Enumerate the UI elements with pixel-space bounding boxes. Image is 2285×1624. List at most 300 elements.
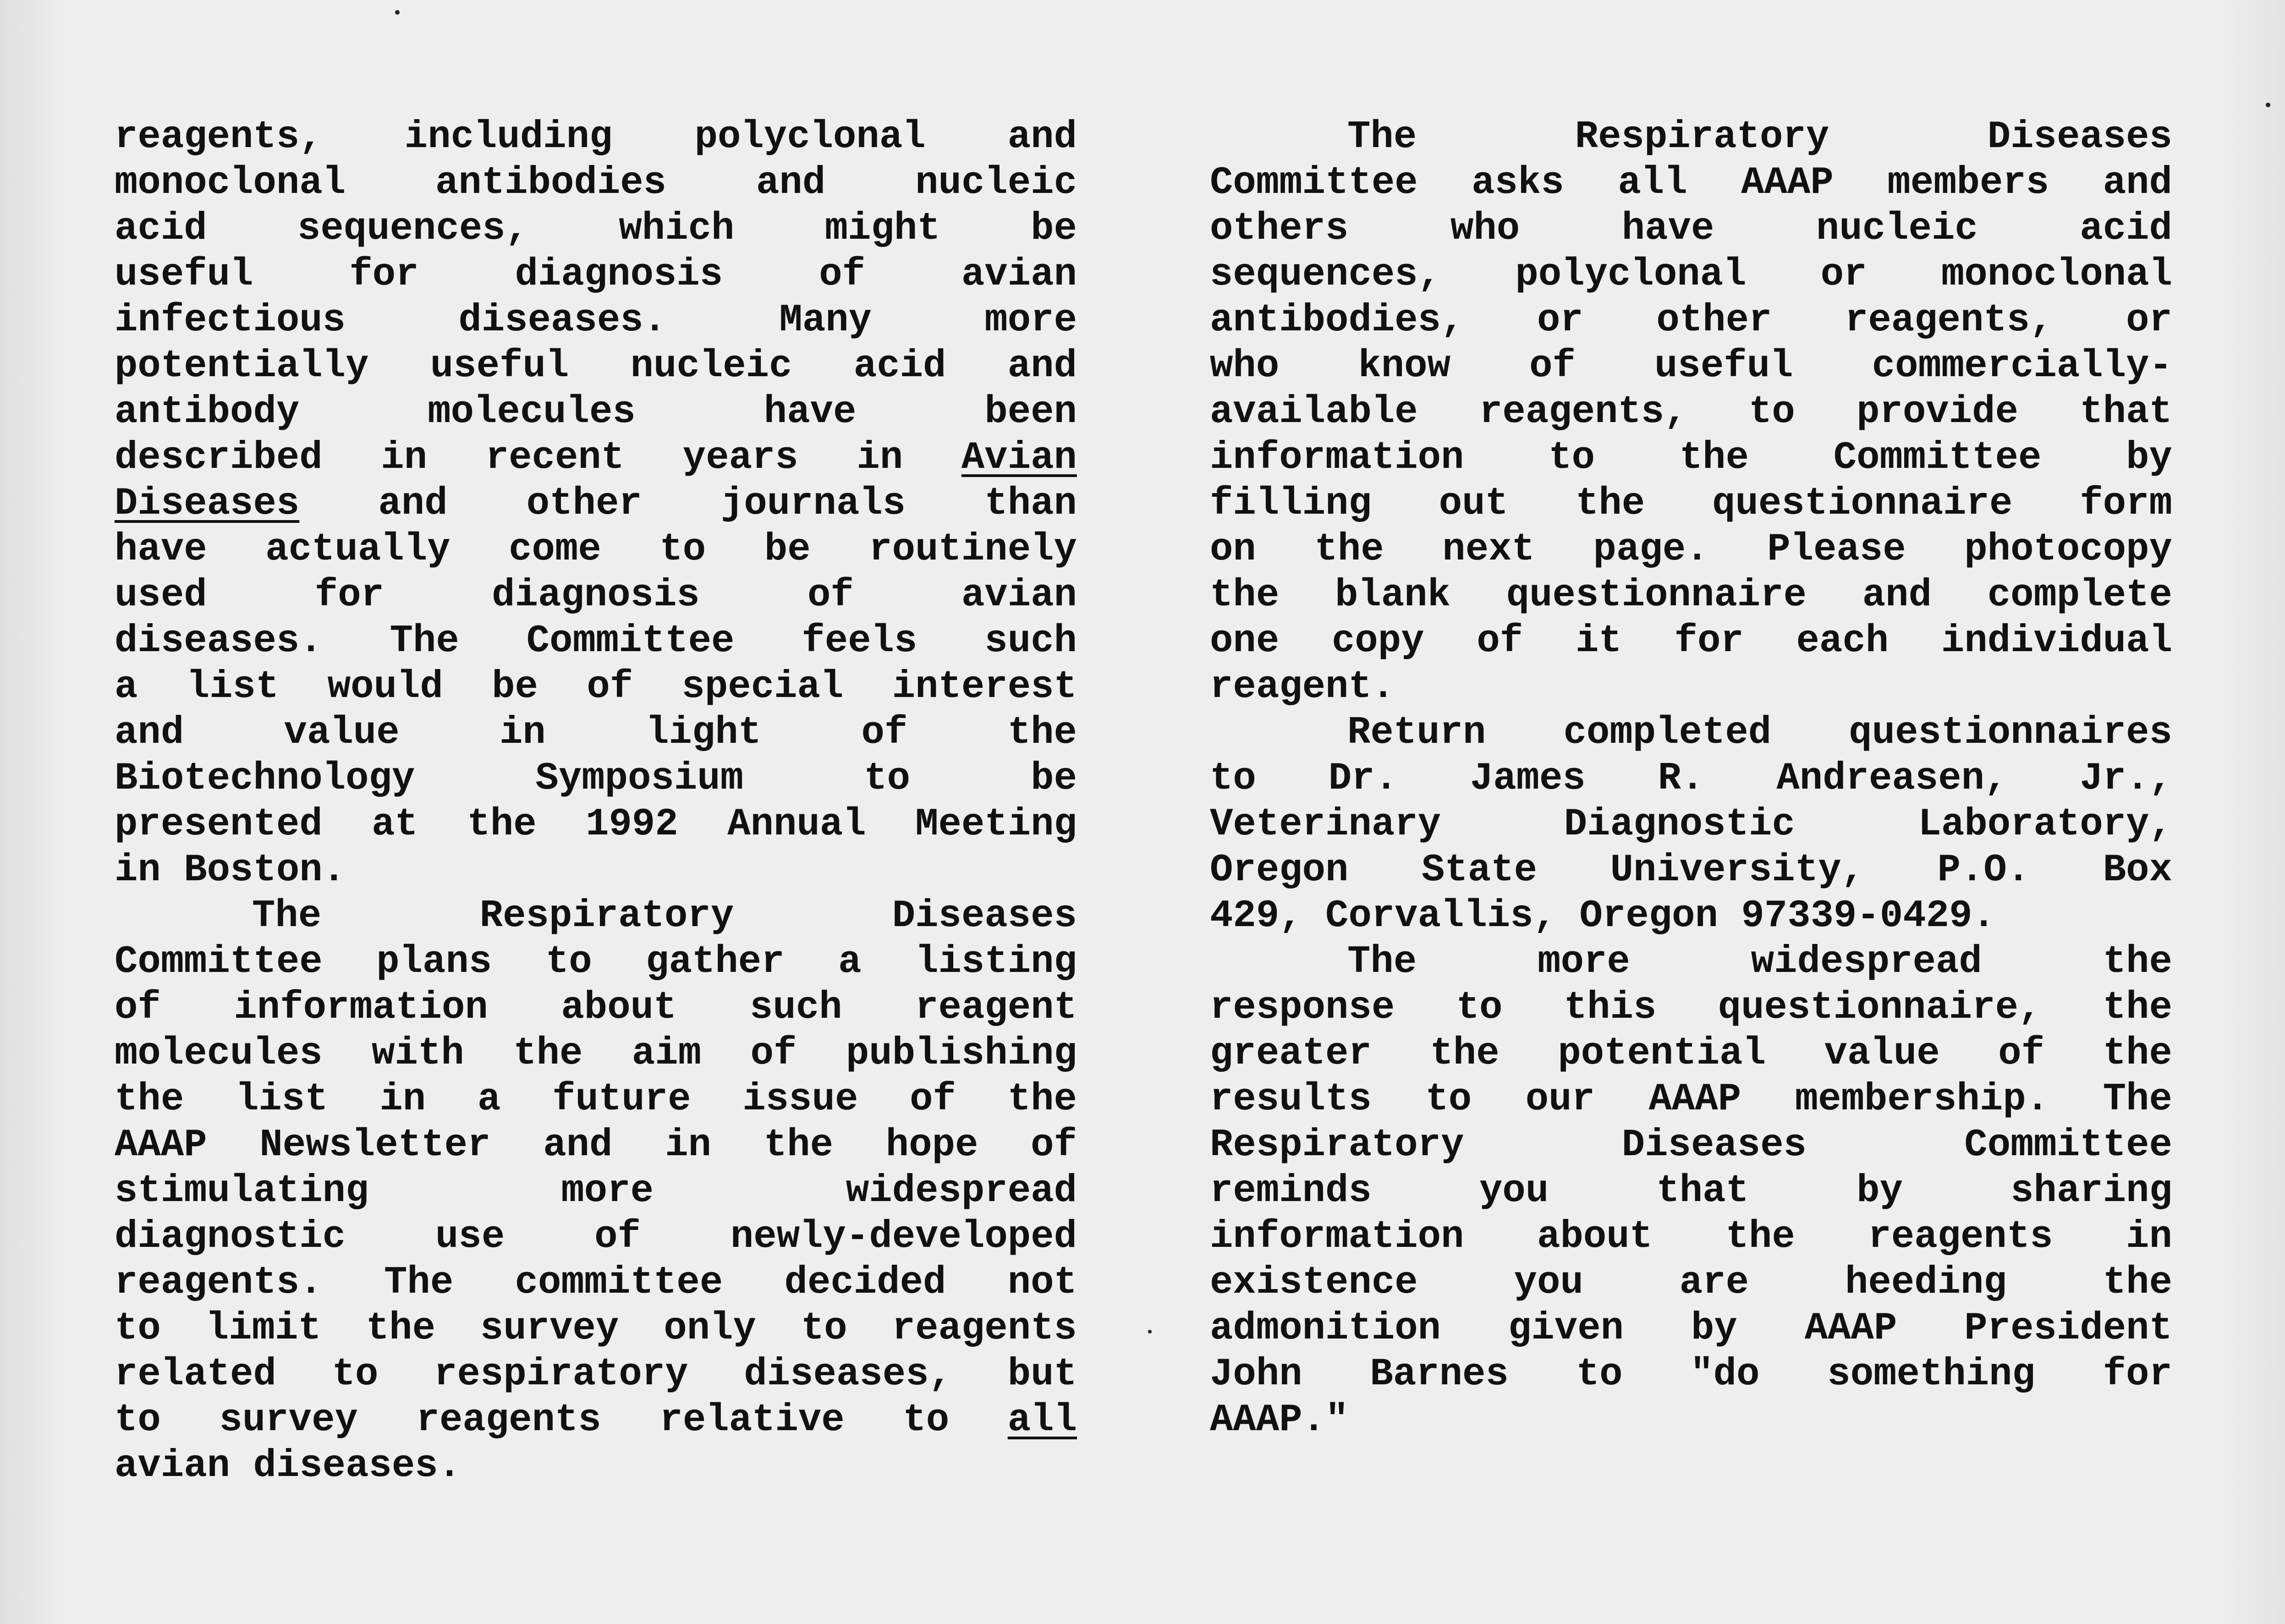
word: that: [1656, 1169, 1749, 1213]
line-text: AAAP.": [1210, 1399, 1349, 1442]
word: membership.: [1795, 1078, 2049, 1121]
text-line: [115, 298, 1077, 344]
word: and: [1007, 115, 1077, 159]
word: the: [366, 1307, 435, 1350]
word: the: [1314, 528, 1384, 571]
word: which: [619, 207, 735, 251]
word: more: [984, 299, 1077, 342]
word: The: [252, 894, 322, 938]
word: our: [1525, 1078, 1595, 1121]
word: for: [1674, 620, 1744, 663]
word: the: [1430, 1032, 1500, 1075]
scan-speck: [1148, 1330, 1152, 1333]
text-line: [115, 894, 1077, 939]
word: to: [1576, 1353, 1623, 1396]
text-line: [1210, 573, 2172, 619]
word: it: [1575, 620, 1622, 663]
text-line: [115, 481, 1077, 527]
word: The: [384, 1261, 454, 1305]
word: described: [115, 436, 323, 480]
text-line: [115, 1443, 1077, 1489]
word: a: [477, 1078, 501, 1121]
word: The: [1347, 115, 1417, 159]
word: limit: [205, 1307, 321, 1350]
word: the: [2103, 986, 2172, 1030]
line-text: 429, Corvallis, Oregon 97339-0429.: [1210, 894, 1995, 938]
text-line: [1210, 344, 2172, 390]
word: widespread: [1751, 940, 1982, 984]
word: stimulating: [115, 1169, 369, 1213]
word: University,: [1610, 849, 1865, 892]
word: "do: [1690, 1353, 1760, 1396]
word: in: [665, 1124, 712, 1167]
word: about: [561, 986, 677, 1030]
word: AAAP: [115, 1124, 207, 1167]
word: list: [186, 665, 279, 709]
word: have: [763, 390, 857, 434]
text-line: [115, 1031, 1077, 1077]
word: Avian: [961, 436, 1077, 480]
word: the: [1725, 1215, 1795, 1259]
word: sequences,: [1210, 253, 1441, 296]
word: a: [838, 940, 862, 984]
word: years: [682, 436, 798, 480]
word: be: [1031, 757, 1077, 801]
text-line: [115, 1398, 1077, 1443]
word: copy: [1331, 620, 1424, 663]
word: The: [1347, 940, 1417, 984]
text-line: [1210, 435, 2172, 481]
word: the: [2103, 940, 2172, 984]
word: Diseases: [115, 482, 300, 526]
text-line: [115, 115, 1077, 160]
text-line: [115, 527, 1077, 573]
word: useful: [1654, 345, 1793, 388]
word: presented: [115, 803, 323, 846]
word: Symposium: [535, 757, 744, 801]
word: next: [1442, 528, 1535, 571]
word: or: [1820, 253, 1867, 296]
word: Diagnostic: [1564, 803, 1795, 846]
word: value: [284, 711, 400, 755]
word: to: [115, 1307, 161, 1350]
word: sequences,: [297, 207, 529, 251]
text-line: [1210, 527, 2172, 573]
word: survey: [219, 1399, 358, 1442]
word: a: [115, 665, 138, 709]
word: monoclonal: [115, 161, 346, 205]
word: blank: [1335, 574, 1450, 617]
text-line: [115, 206, 1077, 252]
word: such: [749, 986, 842, 1030]
word: avian: [961, 574, 1077, 617]
word: AAAP: [1741, 161, 1834, 205]
word: avian: [961, 253, 1077, 296]
word: widespread: [846, 1169, 1077, 1213]
text-line: [1210, 710, 2172, 756]
word: you: [1514, 1261, 1583, 1305]
right-text-column: [1210, 115, 2172, 1443]
word: hope: [885, 1124, 978, 1167]
word: related: [115, 1353, 276, 1396]
word: existence: [1210, 1261, 1418, 1305]
word: Committee: [526, 620, 735, 663]
word: Box: [2103, 849, 2172, 892]
word: questionnaires: [1849, 711, 2172, 755]
word: by: [1857, 1169, 1903, 1213]
text-line: [115, 756, 1077, 802]
line-text: in Boston.: [115, 849, 346, 892]
word: to: [903, 1399, 950, 1442]
text-line: [1210, 160, 2172, 206]
word: and: [543, 1124, 613, 1167]
word: Diseases: [1987, 115, 2172, 159]
word: diseases.: [458, 299, 667, 342]
word: more: [1538, 940, 1630, 984]
word: of: [861, 711, 908, 755]
text-line: [115, 1077, 1077, 1123]
text-line: [1210, 115, 2172, 160]
word: be: [764, 528, 811, 571]
word: Diseases: [892, 894, 1077, 938]
word: the: [1007, 1078, 1077, 1121]
text-line: [1210, 481, 2172, 527]
text-line: [1210, 1031, 2172, 1077]
word: be: [1031, 207, 1077, 251]
word: you: [1479, 1169, 1549, 1213]
word: this: [1564, 986, 1657, 1030]
word: reagents,: [1845, 299, 2053, 342]
word: Return: [1347, 711, 1486, 755]
word: to: [1749, 390, 1795, 434]
word: recent: [485, 436, 625, 480]
word: of: [819, 253, 866, 296]
word: survey: [480, 1307, 619, 1350]
word: and: [756, 161, 826, 205]
text-line: [1210, 1352, 2172, 1398]
word: reagents,: [1479, 390, 1687, 434]
word: questionnaire,: [1718, 986, 2042, 1030]
word: of: [587, 665, 633, 709]
word: to: [1210, 757, 1256, 801]
text-line: [1210, 894, 2172, 939]
word: by: [2126, 436, 2172, 480]
word: John: [1210, 1353, 1302, 1396]
word: Barnes: [1370, 1353, 1509, 1396]
word: complete: [1987, 574, 2172, 617]
word: of: [1998, 1032, 2045, 1075]
word: R.: [1658, 757, 1704, 801]
word: to: [332, 1353, 379, 1396]
text-line: [115, 1169, 1077, 1214]
text-line: [1210, 252, 2172, 298]
word: listing: [915, 940, 1077, 984]
word: committee: [515, 1261, 723, 1305]
text-line: [1210, 802, 2172, 848]
left-text-column: [115, 115, 1077, 1489]
word: not: [1007, 1261, 1077, 1305]
word: have: [1621, 207, 1714, 251]
word: to: [1456, 986, 1503, 1030]
word: Annual: [727, 803, 866, 846]
word: greater: [1210, 1032, 1372, 1075]
text-line: [1210, 939, 2172, 985]
word: with: [372, 1032, 464, 1075]
word: reagents,: [115, 115, 323, 159]
word: in: [379, 1078, 426, 1121]
word: polyclonal: [694, 115, 926, 159]
word: of: [115, 986, 161, 1030]
word: in: [499, 711, 546, 755]
word: in: [857, 436, 903, 480]
word: commercially-: [1872, 345, 2172, 388]
word: are: [1679, 1261, 1749, 1305]
word: know: [1358, 345, 1450, 388]
word: the: [1007, 711, 1077, 755]
word: the: [467, 803, 537, 846]
word: questionnaire: [1506, 574, 1807, 617]
text-line: [115, 939, 1077, 985]
word: reagents: [1868, 1215, 2053, 1259]
word: might: [824, 207, 940, 251]
scan-speck: [395, 10, 400, 15]
line-text: reagent.: [1210, 665, 1395, 709]
word: provide: [1857, 390, 2018, 434]
word: respiratory: [434, 1353, 688, 1396]
word: publishing: [846, 1032, 1077, 1075]
word: all: [1007, 1399, 1077, 1442]
word: Respiratory: [479, 894, 734, 938]
word: Oregon: [1210, 849, 1349, 892]
word: such: [984, 620, 1077, 663]
word: in: [381, 436, 428, 480]
text-line: [1210, 756, 2172, 802]
word: nucleic: [630, 345, 792, 388]
text-line: [115, 435, 1077, 481]
word: or: [2126, 299, 2172, 342]
word: use: [435, 1215, 505, 1259]
word: of: [750, 1032, 797, 1075]
word: Committee: [115, 940, 323, 984]
text-line: [1210, 1077, 2172, 1123]
word: Dr.: [1328, 757, 1398, 801]
text-line: [115, 802, 1077, 848]
word: that: [2080, 390, 2172, 434]
word: future: [552, 1078, 691, 1121]
word: diseases.: [115, 620, 323, 663]
word: used: [115, 574, 207, 617]
word: gather: [646, 940, 785, 984]
word: information: [1210, 1215, 1464, 1259]
word: for: [2103, 1353, 2172, 1396]
word: at: [372, 803, 418, 846]
word: Respiratory: [1575, 115, 1829, 159]
word: The: [2103, 1078, 2172, 1121]
word: nucleic: [915, 161, 1077, 205]
word: but: [1007, 1353, 1077, 1396]
word: Biotechnology: [115, 757, 415, 801]
word: list: [235, 1078, 328, 1121]
text-line: [115, 1123, 1077, 1169]
word: to: [1549, 436, 1595, 480]
word: to: [545, 940, 592, 984]
text-line: [115, 160, 1077, 206]
word: than: [984, 482, 1077, 526]
word: Please: [1767, 528, 1906, 571]
text-line: [1210, 848, 2172, 894]
word: the: [1679, 436, 1749, 480]
word: or: [1537, 299, 1583, 342]
word: response: [1210, 986, 1395, 1030]
text-line: [1210, 390, 2172, 435]
word: reagents.: [115, 1261, 323, 1305]
text-line: [1210, 206, 2172, 252]
text-line: [1210, 1398, 2172, 1443]
word: the: [513, 1032, 583, 1075]
word: Committee: [1210, 161, 1418, 205]
word: The: [390, 620, 459, 663]
word: antibodies: [435, 161, 667, 205]
word: Committee: [1964, 1124, 2172, 1167]
word: admonition: [1210, 1307, 1441, 1350]
word: other: [1656, 299, 1772, 342]
word: would: [327, 665, 443, 709]
word: by: [1691, 1307, 1737, 1350]
word: other: [526, 482, 642, 526]
word: Many: [779, 299, 872, 342]
word: Committee: [1833, 436, 2042, 480]
text-line: [115, 848, 1077, 894]
word: relative: [659, 1399, 845, 1442]
word: acid: [115, 207, 207, 251]
word: members: [1887, 161, 2049, 205]
word: AAAP: [1804, 1307, 1897, 1350]
word: page.: [1593, 528, 1709, 571]
word: Laboratory,: [1918, 803, 2172, 846]
word: value: [1824, 1032, 1940, 1075]
word: out: [1439, 482, 1509, 526]
word: diagnosis: [492, 574, 700, 617]
word: asks: [1472, 161, 1564, 205]
scan-speck: [2266, 103, 2270, 107]
text-line: [1210, 619, 2172, 664]
word: to: [1425, 1078, 1472, 1121]
word: information: [234, 986, 488, 1030]
word: molecules: [115, 1032, 323, 1075]
word: the: [1210, 574, 1280, 617]
word: the: [763, 1124, 834, 1167]
word: about: [1537, 1215, 1653, 1259]
word: and: [2103, 161, 2172, 205]
word: newly-developed: [730, 1215, 1077, 1259]
word: to: [864, 757, 911, 801]
text-line: [115, 252, 1077, 298]
word: be: [492, 665, 538, 709]
word: for: [349, 253, 419, 296]
word: Andreasen,: [1776, 757, 2008, 801]
word: Meeting: [915, 803, 1077, 846]
text-line: [1210, 985, 2172, 1031]
word: to: [659, 528, 706, 571]
word: the: [2103, 1261, 2172, 1305]
text-line: [115, 664, 1077, 710]
word: 1992: [586, 803, 678, 846]
word: and: [115, 711, 184, 755]
word: of: [807, 574, 854, 617]
text-line: [1210, 1260, 2172, 1306]
word: special: [681, 665, 844, 709]
word: of: [1529, 345, 1576, 388]
word: results: [1210, 1078, 1372, 1121]
word: diagnostic: [115, 1215, 346, 1259]
word: reagents: [892, 1307, 1077, 1350]
word: the: [115, 1078, 184, 1121]
word: antibody: [115, 390, 300, 434]
word: who: [1450, 207, 1520, 251]
word: information: [1210, 436, 1464, 480]
word: form: [2080, 482, 2172, 526]
word: P.O.: [1937, 849, 2030, 892]
word: of: [910, 1078, 956, 1121]
word: James: [1470, 757, 1586, 801]
word: light: [646, 711, 762, 755]
word: who: [1210, 345, 1280, 388]
word: more: [561, 1169, 654, 1213]
word: the: [2103, 1032, 2172, 1075]
word: filling: [1210, 482, 1372, 526]
text-line: [115, 710, 1077, 756]
text-line: [1210, 1306, 2172, 1352]
word: and: [1007, 345, 1077, 388]
word: to: [115, 1399, 161, 1442]
word: Diseases: [1621, 1124, 1807, 1167]
word: potentially: [115, 345, 369, 388]
word: useful: [115, 253, 253, 296]
word: sharing: [2010, 1169, 2172, 1213]
word: Respiratory: [1210, 1124, 1464, 1167]
word: others: [1210, 207, 1349, 251]
text-line: [115, 1260, 1077, 1306]
word: infectious: [115, 299, 346, 342]
word: and: [1862, 574, 1932, 617]
text-line: [115, 573, 1077, 619]
word: to: [801, 1307, 847, 1350]
word: each: [1796, 620, 1889, 663]
word: reagents: [416, 1399, 601, 1442]
word: have: [115, 528, 207, 571]
word: come: [509, 528, 601, 571]
text-line: [115, 1306, 1077, 1352]
word: diseases,: [744, 1353, 952, 1396]
text-line: [1210, 1169, 2172, 1214]
word: available: [1210, 390, 1418, 434]
text-line: [115, 344, 1077, 390]
text-line: [115, 619, 1077, 664]
word: heeding: [1845, 1261, 2007, 1305]
text-line: [115, 1214, 1077, 1260]
word: on: [1210, 528, 1256, 571]
text-line: [1210, 298, 2172, 344]
word: acid: [853, 345, 946, 388]
word: molecules: [428, 390, 636, 434]
word: one: [1210, 620, 1280, 663]
word: been: [984, 390, 1077, 434]
word: photocopy: [1964, 528, 2172, 571]
word: issue: [742, 1078, 858, 1121]
word: given: [1508, 1307, 1624, 1350]
word: decided: [784, 1261, 946, 1305]
word: polyclonal: [1515, 253, 1747, 296]
